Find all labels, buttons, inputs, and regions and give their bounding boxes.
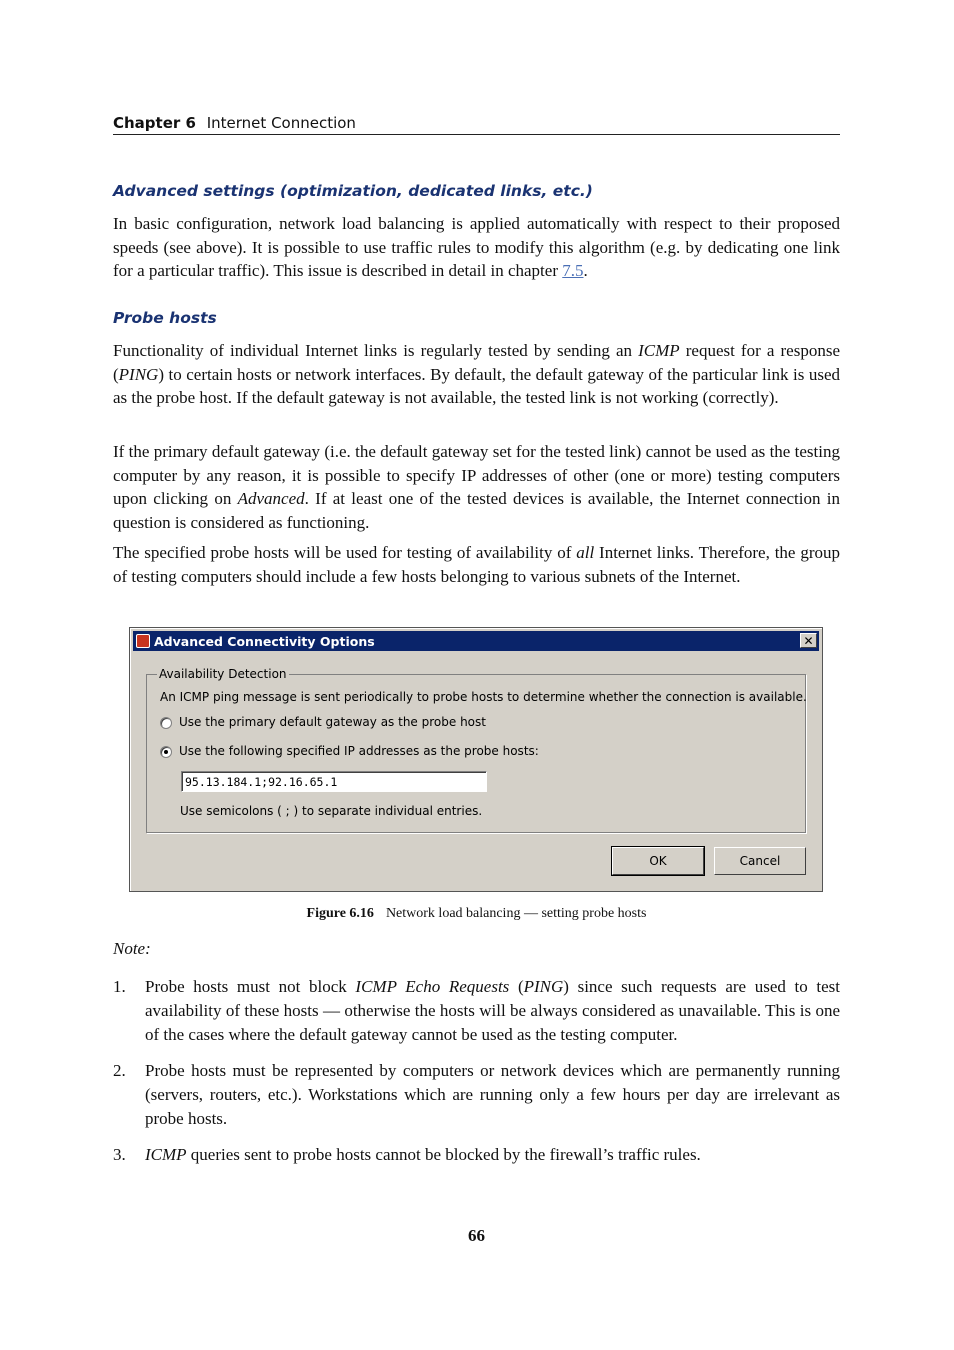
- app-icon: [136, 634, 150, 648]
- paragraph-advanced-settings: In basic configuration, network load balancing is applied automatically with respect to their proposed speeds (see above). It is possible to use traffic rules to modify this algorithm (e.g. by dedicating one link for a particular traffic). This issue is described in detail in chapter 7.5.: [113, 214, 840, 281]
- paragraph-primary-gateway: If the primary default gateway (i.e. the default gateway set for the tested link) cannot be used as the testing computer by any reason, it is possible to specify IP addresses of other (one or more) testing computers upon clicking on Advanced. If at least one of the tested devices is available, the Internet connection in question is considered as functioning.: [113, 442, 840, 532]
- dialog-title: Advanced Connectivity Options: [154, 633, 375, 649]
- figure-caption-text: Network load balancing — setting probe hosts: [385, 906, 647, 921]
- close-icon[interactable]: ✕: [800, 633, 817, 648]
- group-label: Availability Detection: [159, 667, 287, 681]
- dialog-titlebar[interactable]: [133, 631, 819, 651]
- chapter-title: Internet Connection: [206, 114, 356, 132]
- running-head: [113, 114, 840, 135]
- radio-default-gateway-label[interactable]: Use the primary default gateway as the probe host: [179, 715, 486, 729]
- description-text: An ICMP ping message is sent periodically to probe hosts to determine whether the connection is available.: [160, 690, 807, 704]
- figure-caption: [113, 906, 840, 922]
- note-label: Note:: [113, 939, 151, 958]
- advanced-connectivity-dialog: [129, 627, 823, 892]
- paragraph-specified-hosts: The specified probe hosts will be used for testing of availability of all Internet links. Therefore, the group of testing computers should include a few hosts belonging to various subnets of the Internet.: [113, 543, 840, 586]
- page-number: 66: [468, 1226, 485, 1245]
- chapter-number: Chapter 6: [113, 114, 196, 132]
- paragraph-probe-functionality: Functionality of individual Internet links is regularly tested by sending an ICMP request for a response (PING) to certain hosts or network interfaces. By default, the default gateway of the particular link is used as the probe host. If the default gateway is not available, the tested link is not working (correctly).: [113, 341, 840, 408]
- probe-hosts-input[interactable]: 95.13.184.1;92.16.65.1: [181, 771, 487, 792]
- radio-default-gateway[interactable]: [160, 717, 172, 729]
- heading-advanced-settings: Advanced settings (optimization, dedicated links, etc.): [113, 182, 593, 200]
- radio-specified-hosts-label[interactable]: Use the following specified IP addresses as the probe hosts:: [179, 744, 539, 758]
- availability-detection-group: [146, 667, 807, 833]
- cancel-button[interactable]: Cancel: [714, 847, 806, 875]
- separator-hint: Use semicolons ( ; ) to separate individual entries.: [180, 804, 483, 818]
- figure-number: Figure 6.16: [306, 906, 374, 921]
- chapter-link[interactable]: 7.5: [562, 261, 584, 281]
- heading-probe-hosts: Probe hosts: [113, 309, 217, 327]
- radio-specified-hosts[interactable]: [160, 746, 172, 758]
- ok-button[interactable]: OK: [612, 847, 704, 875]
